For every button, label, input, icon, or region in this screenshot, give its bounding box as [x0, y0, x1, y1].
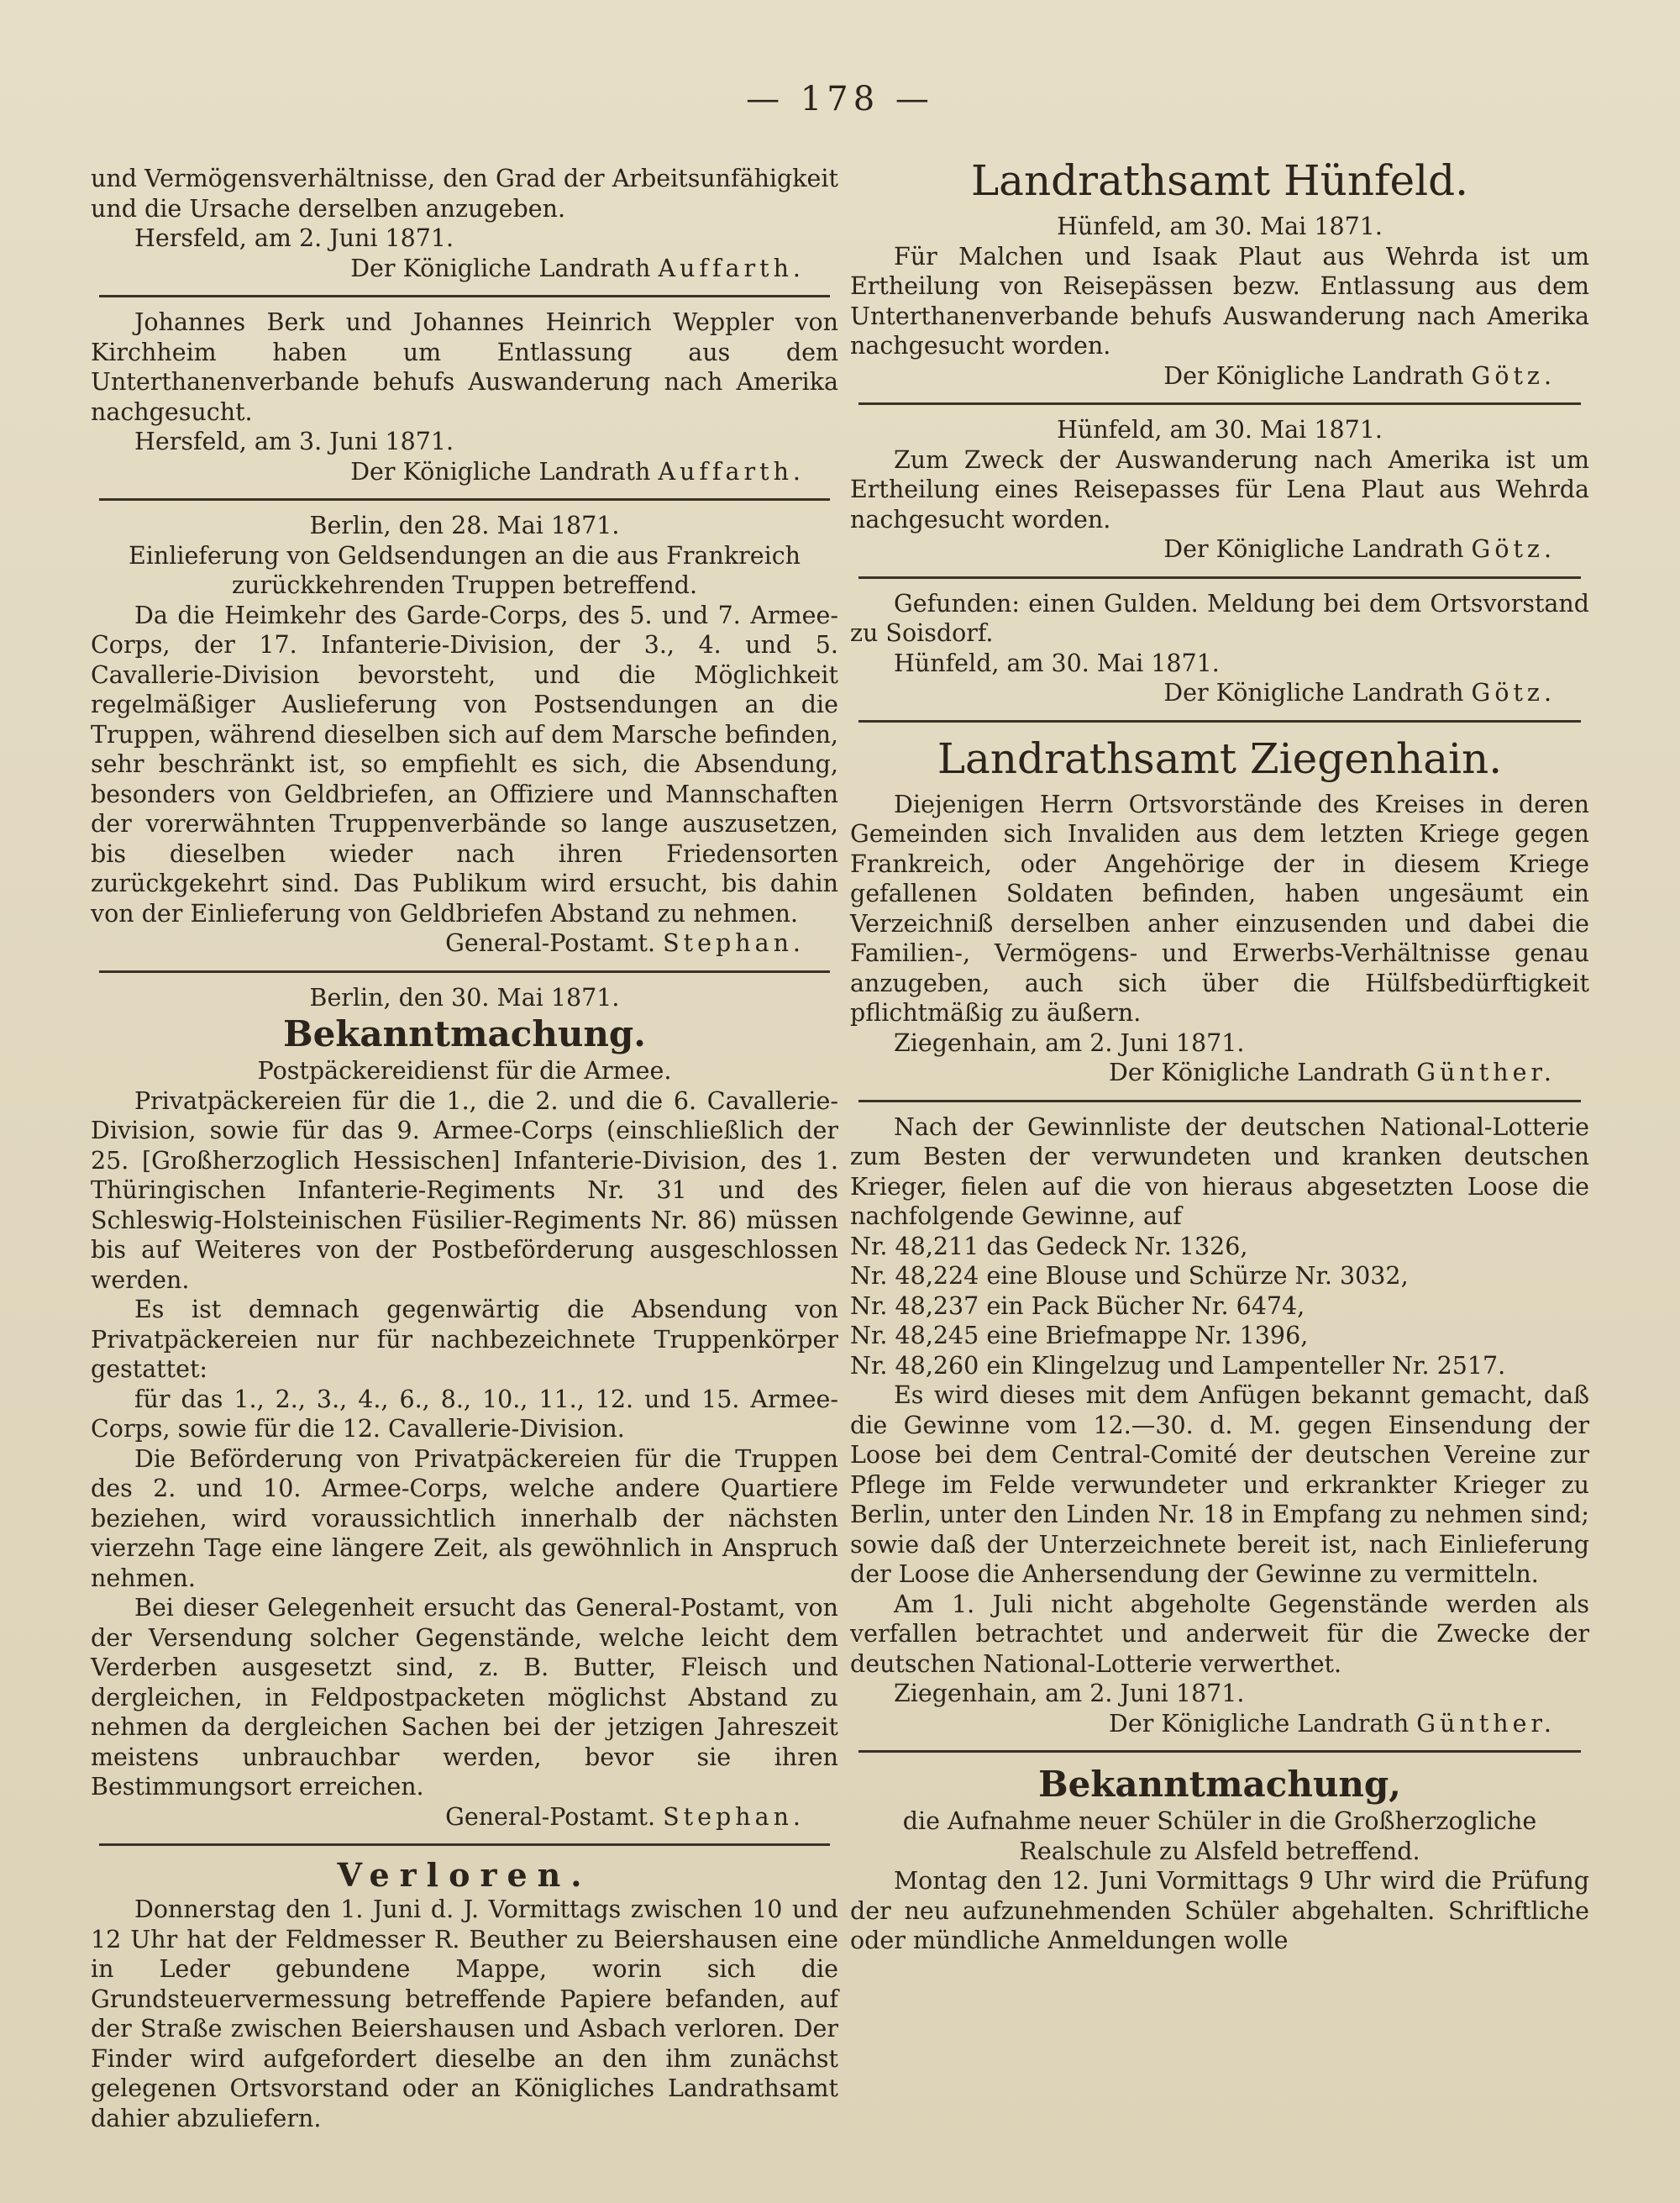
dateline: Ziegenhain, am 2. Juni 1871. [894, 1680, 1245, 1707]
list-item: Nr. 48,260 ein Klingelzug und Lampenteller Nr. 2517. [850, 1351, 1506, 1380]
notice-verloren [91, 1856, 838, 2133]
dateline: Hünfeld, am 30. Mai 1871. [1057, 213, 1383, 240]
office-heading-ziegenhain: Landrathsamt Ziegenhain. [937, 733, 1503, 783]
separator-rule [858, 576, 1581, 579]
paragraph: Die Beförderung von Privatpäckereien für die Truppen des 2. und 10. Armee-Corps, welche andere Quartiere beziehen, wird voraussichtlich innerhalb der nächsten vierzehn Tage eine längere Zeit, als gewöhnlich in Anspruch nehmen. [91, 1444, 838, 1592]
dateline: Hünfeld, am 30. Mai 1871. [894, 649, 1220, 677]
separator-rule [858, 720, 1581, 723]
right-column [850, 151, 1589, 1956]
paragraph: Nach der Gewinnliste der deutschen National-Lotterie zum Besten der verwundeten und kranken deutschen Krieger, fielen auf die von hieraus abgesetzten Loose die nachfolgende Gewinne, auf [850, 1112, 1589, 1230]
notice-subject: die Aufnahme neuer Schüler in die Großherzogliche Realschule zu Alsfeld betreffend. [902, 1807, 1537, 1865]
separator-rule [99, 970, 830, 973]
list-item: Nr. 48,224 eine Blouse und Schürze Nr. 3032, [850, 1262, 1409, 1290]
notice-body: Da die Heimkehr des Garde-Corps, des 5. und 7. Armee-Corps, der 17. Infanterie-Division, der 3., 4. und 5. Cavallerie-Division bevorsteht, und die Möglichkeit regelmäßiger Auslieferung von Postsendungen an die Truppen, während dieselben sich auf dem Marsche befinden, sehr beschränkt ist, so empfiehlt es sich, die Absendung, besonders von Geldbriefen, an Offiziere und Mannschaften der vorerwähnten Truppenverbände so lange auszusetzen, bis dieselben wieder nach ihren Friedensorten zurückgekehrt sind. Das Publikum wird ersucht, bis dahin von der Einlieferung von Geldbriefen Abstand zu nehmen. [91, 601, 838, 928]
list-item: Nr. 48,245 eine Briefmappe Nr. 1396, [850, 1322, 1309, 1349]
left-column [91, 164, 838, 2133]
notice-heading: Bekanntmachung, [1038, 1764, 1401, 1805]
separator-rule [858, 1750, 1581, 1753]
notice-berlin-postpaeckereien [91, 983, 838, 1832]
notice-hersfeld-1 [91, 164, 838, 283]
signature: General-Postamt. Stephan. [445, 1802, 805, 1831]
notice-huenfeld-2 [850, 415, 1589, 565]
separator-rule [99, 295, 830, 297]
notice-body: Zum Zweck der Auswanderung nach Amerika ist um Ertheilung eines Reisepasses für Lena Plaut aus Wehrda nachgesucht worden. [850, 445, 1589, 534]
paragraph: Privatpäckereien für die 1., die 2. und die 6. Cavallerie-Division, sowie für das 9. Armee-Corps (einschließlich der 25. [Großherzoglich Hessischen] Infanterie-Division, des 1. Thüringischen Infanterie-Regiments Nr. 31 und des Schleswig-Holsteinischen Füsilier-Regiments Nr. 86) müssen bis auf Weiteres von der Postbeförderung ausgeschlossen werden. [91, 1086, 838, 1294]
separator-rule [99, 498, 830, 501]
office-heading-huenfeld: Landrathsamt Hünfeld. [970, 156, 1469, 205]
prize-list [850, 1232, 1589, 1381]
notice-body: Donnerstag den 1. Juni d. J. Vormittags zwischen 10 und 12 Uhr hat der Feldmesser R. Beuther zu Beiershausen eine in Leder gebundene Mappe, worin sich die Grundsteuervermessung betreffende Papiere befanden, auf der Straße zwischen Beiershausen und Asbach verloren. Der Finder wird aufgefordert dieselbe an den ihm zunächst gelegenen Ortsvorstand oder an Königliches Landrathsamt dahier abzuliefern. [91, 1895, 838, 2132]
notice-realschule-alsfeld [850, 1763, 1589, 1956]
notice-heading: Bekanntmachung. [283, 1013, 646, 1054]
notice-body: und Vermögensverhältnisse, den Grad der Arbeitsunfähigkeit und die Ursache derselben anzugeben. [91, 165, 838, 223]
notice-body: Für Malchen und Isaak Plaut aus Wehrda ist um Ertheilung von Reisepässen bezw. Entlassung aus dem Unterthanenverbande behufs Auswanderung nach Amerika nachgesucht worden. [850, 242, 1589, 360]
notice-body: Diejenigen Herrn Ortsvorstände des Kreises in deren Gemeinden sich Invaliden aus dem letzten Kriege gegen Frankreich, oder Angehörige der in diesem Kriege gefallenen Soldaten befinden, haben ungesäumt ein Verzeichniß derselben anher einzusenden und dabei die Familien-, Vermögens- und Erwerbs-Verhältnisse genau anzugeben, auch sich über die Hülfsbedürftigkeit pflichtmäßig zu äußern. [850, 790, 1589, 1027]
notice-hersfeld-2 [91, 308, 838, 486]
notice-subheading: Postpäckereidienst für die Armee. [257, 1057, 672, 1085]
paragraph: Am 1. Juli nicht abgeholte Gegenstände werden als verfallen betrachtet und anderweit für die Zwecke der deutschen National-Lotterie verwerthet. [850, 1590, 1589, 1678]
separator-rule [858, 402, 1581, 405]
notice-huenfeld-3 [850, 589, 1589, 708]
notice-ziegenhain-lotterie [850, 1112, 1589, 1739]
signature: General-Postamt. Stephan. [445, 929, 805, 957]
notice-body: Gefunden: einen Gulden. Meldung bei dem Ortsvorstand zu Soisdorf. [850, 589, 1589, 647]
paragraph: Bei dieser Gelegenheit ersucht das General-Postamt, von der Versendung solcher Gegenstände, welche leicht dem Verderben ausgesetzt sind, z. B. Butter, Fleisch und dergleichen, in Feldpostpacketen möglichst Abstand zu nehmen da dergleichen Sachen bei der jetzigen Jahreszeit meistens unbrauchbar werden, bevor sie ihren Bestimmungsort erreichen. [91, 1594, 838, 1801]
list-item: Nr. 48,237 ein Pack Bücher Nr. 6474, [850, 1291, 1305, 1320]
signature: Der Königliche Landrath Günther. [1109, 1709, 1556, 1738]
notice-berlin-geldsendungen [91, 511, 838, 959]
paragraph: für das 1., 2., 3., 4., 6., 8., 10., 11., 12. und 15. Armee-Corps, sowie für die 12. Cavallerie-Division. [91, 1385, 838, 1443]
dateline: Hersfeld, am 3. Juni 1871. [134, 428, 454, 455]
page-number: — 178 — [746, 80, 934, 118]
notice-heading: Verloren. [337, 1856, 592, 1894]
notice-ziegenhain-1 [850, 790, 1589, 1088]
signature: Der Königliche Landrath Günther. [1109, 1059, 1556, 1086]
dateline: Hünfeld, am 30. Mai 1871. [1057, 416, 1383, 444]
signature: Der Königliche Landrath Götz. [1163, 679, 1556, 707]
paragraph: Es wird dieses mit dem Anfügen bekannt gemacht, daß die Gewinne vom 12.—30. d. M. gegen Einsendung der Loose bei dem Central-Comité der deutschen Vereine zur Pflege im Felde verwundeter und erkrankter Krieger zu Berlin, unter den Linden Nr. 18 in Empfang zu nehmen sind; sowie daß der Unterzeichnete bereit ist, nach Einlieferung der Loose die Anhersendung der Gewinne zu vermitteln. [850, 1381, 1589, 1588]
separator-rule [858, 1100, 1581, 1102]
signature: Der Königliche Landrath Auffarth. [350, 254, 805, 282]
dateline: Ziegenhain, am 2. Juni 1871. [894, 1028, 1245, 1057]
paragraph: Es ist demnach gegenwärtig die Absendung von Privatpäckereien nur für nachbezeichnete Truppenkörper gestattet: [91, 1296, 838, 1383]
notice-body: Johannes Berk und Johannes Heinrich Weppler von Kirchheim haben um Entlassung aus dem Unterthanenverbande behufs Auswanderung nach Amerika nachgesucht. [91, 308, 838, 426]
dateline: Berlin, den 28. Mai 1871. [309, 512, 620, 539]
signature: Der Königliche Landrath Götz. [1163, 535, 1556, 563]
notice-subject: Einlieferung von Geldsendungen an die aus Frankreich zurückkehrenden Truppen betreffend. [128, 541, 801, 599]
notice-huenfeld-1 [850, 212, 1589, 391]
dateline: Hersfeld, am 2. Juni 1871. [134, 224, 454, 252]
signature: Der Königliche Landrath Auffarth. [350, 457, 805, 486]
separator-rule [99, 1843, 830, 1846]
signature: Der Königliche Landrath Götz. [1163, 361, 1556, 390]
dateline: Berlin, den 30. Mai 1871. [309, 983, 620, 1012]
list-item: Nr. 48,211 das Gedeck Nr. 1326, [850, 1232, 1248, 1260]
notice-body: Montag den 12. Juni Vormittags 9 Uhr wird die Prüfung der neu aufzunehmenden Schüler abgehalten. Schriftliche oder mündliche Anmeldungen wolle [850, 1867, 1589, 1954]
